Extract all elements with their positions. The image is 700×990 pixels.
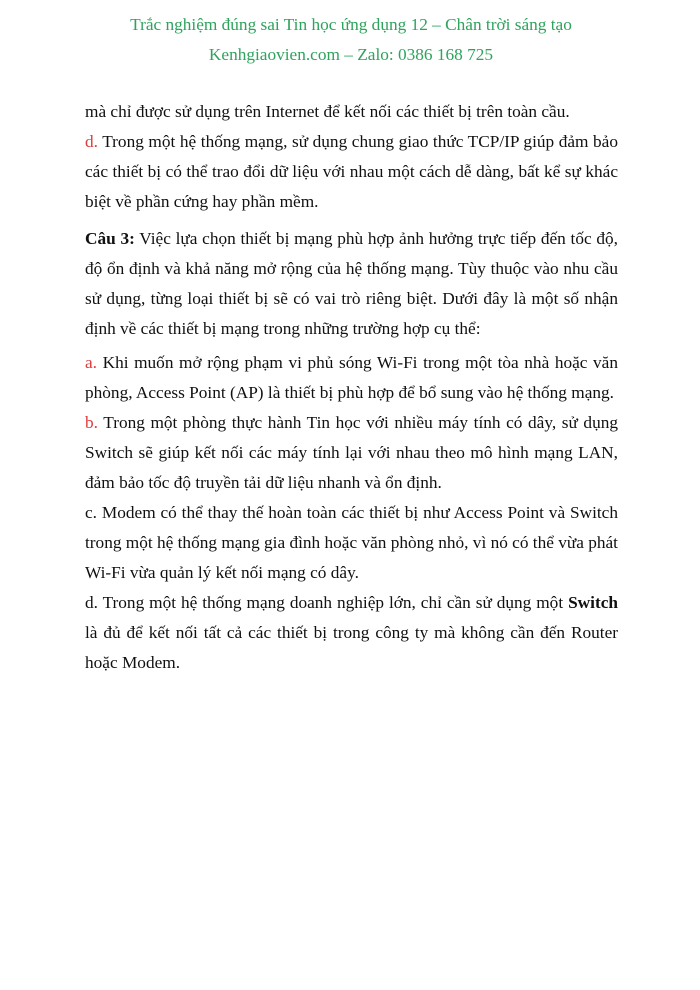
statement-b [85,408,618,498]
document-body [85,97,618,678]
statement-c-text: Modem có thể thay thế hoàn toàn các thiết bị như Access Point và Switch trong một hệ thống mạng gia đình hoặc văn phòng nhỏ, vì nó có thể vừa phát Wi-Fi vừa quản lý kết nối mạng có dây. [85,503,618,582]
statement-c-marker: c. [85,503,97,522]
statement-d-text-after: là đủ để kết nối tất cả các thiết bị trong công ty mà không cần đến Router hoặc Modem. [85,623,618,672]
statement-d-text-before: Trong một hệ thống mạng doanh nghiệp lớn, chỉ cần sử dụng một [102,593,569,612]
statement-text: Trong một hệ thống mạng, sử dụng chung giao thức TCP/IP giúp đảm bảo các thiết bị có thể trao đổi dữ liệu với nhau một cách dễ dàng, bất kể sự khác biệt về phần cứng hay phần mềm. [85,132,618,211]
header-contact: Kenhgiaovien.com – Zalo: 0386 168 725 [208,45,494,64]
statement-marker: d. [85,132,98,151]
statement-c [85,498,618,588]
statement-b-marker: b. [85,413,98,432]
statement-a-marker: a. [85,353,97,372]
question-3-paragraph [85,224,618,344]
statement-d-marker: d. [85,593,98,612]
statement-d-previous-question [85,127,618,217]
continuation-paragraph: mà chỉ được sử dụng trên Internet để kết nối các thiết bị trên toàn cầu. [85,102,570,121]
statement-a-text: Khi muốn mở rộng phạm vi phủ sóng Wi-Fi trong một tòa nhà hoặc văn phòng, Access Point (AP) là thiết bị phù hợp để bổ sung vào hệ thống mạng. [85,353,618,402]
statements-list [85,348,618,678]
question-text: Việc lựa chọn thiết bị mạng phù hợp ảnh hưởng trực tiếp đến tốc độ, độ ổn định và khả năng mở rộng của hệ thống mạng. Tùy thuộc vào nhu cầu sử dụng, từng loại thiết bị sẽ có vai trò riêng biệt. Dưới đây là một số nhận định về các thiết bị mạng trong những trường hợp cụ thể: [85,229,618,338]
statement-a [85,348,618,408]
statement-d [85,588,618,678]
header-title: Trắc nghiệm đúng sai Tin học ứng dụng 12 – Chân trời sáng tạo [130,15,572,34]
statement-d-bold-term: Switch [568,593,618,612]
statement-b-text: Trong một phòng thực hành Tin học với nhiều máy tính có dây, sử dụng Switch sẽ giúp kết nối các máy tính lại với nhau theo mô hình mạng LAN, đảm bảo tốc độ truyền tải dữ liệu nhanh và ổn định. [85,413,618,492]
question-label: Câu 3: [85,229,135,248]
document-header [84,10,618,70]
statement-d-text [85,593,618,672]
